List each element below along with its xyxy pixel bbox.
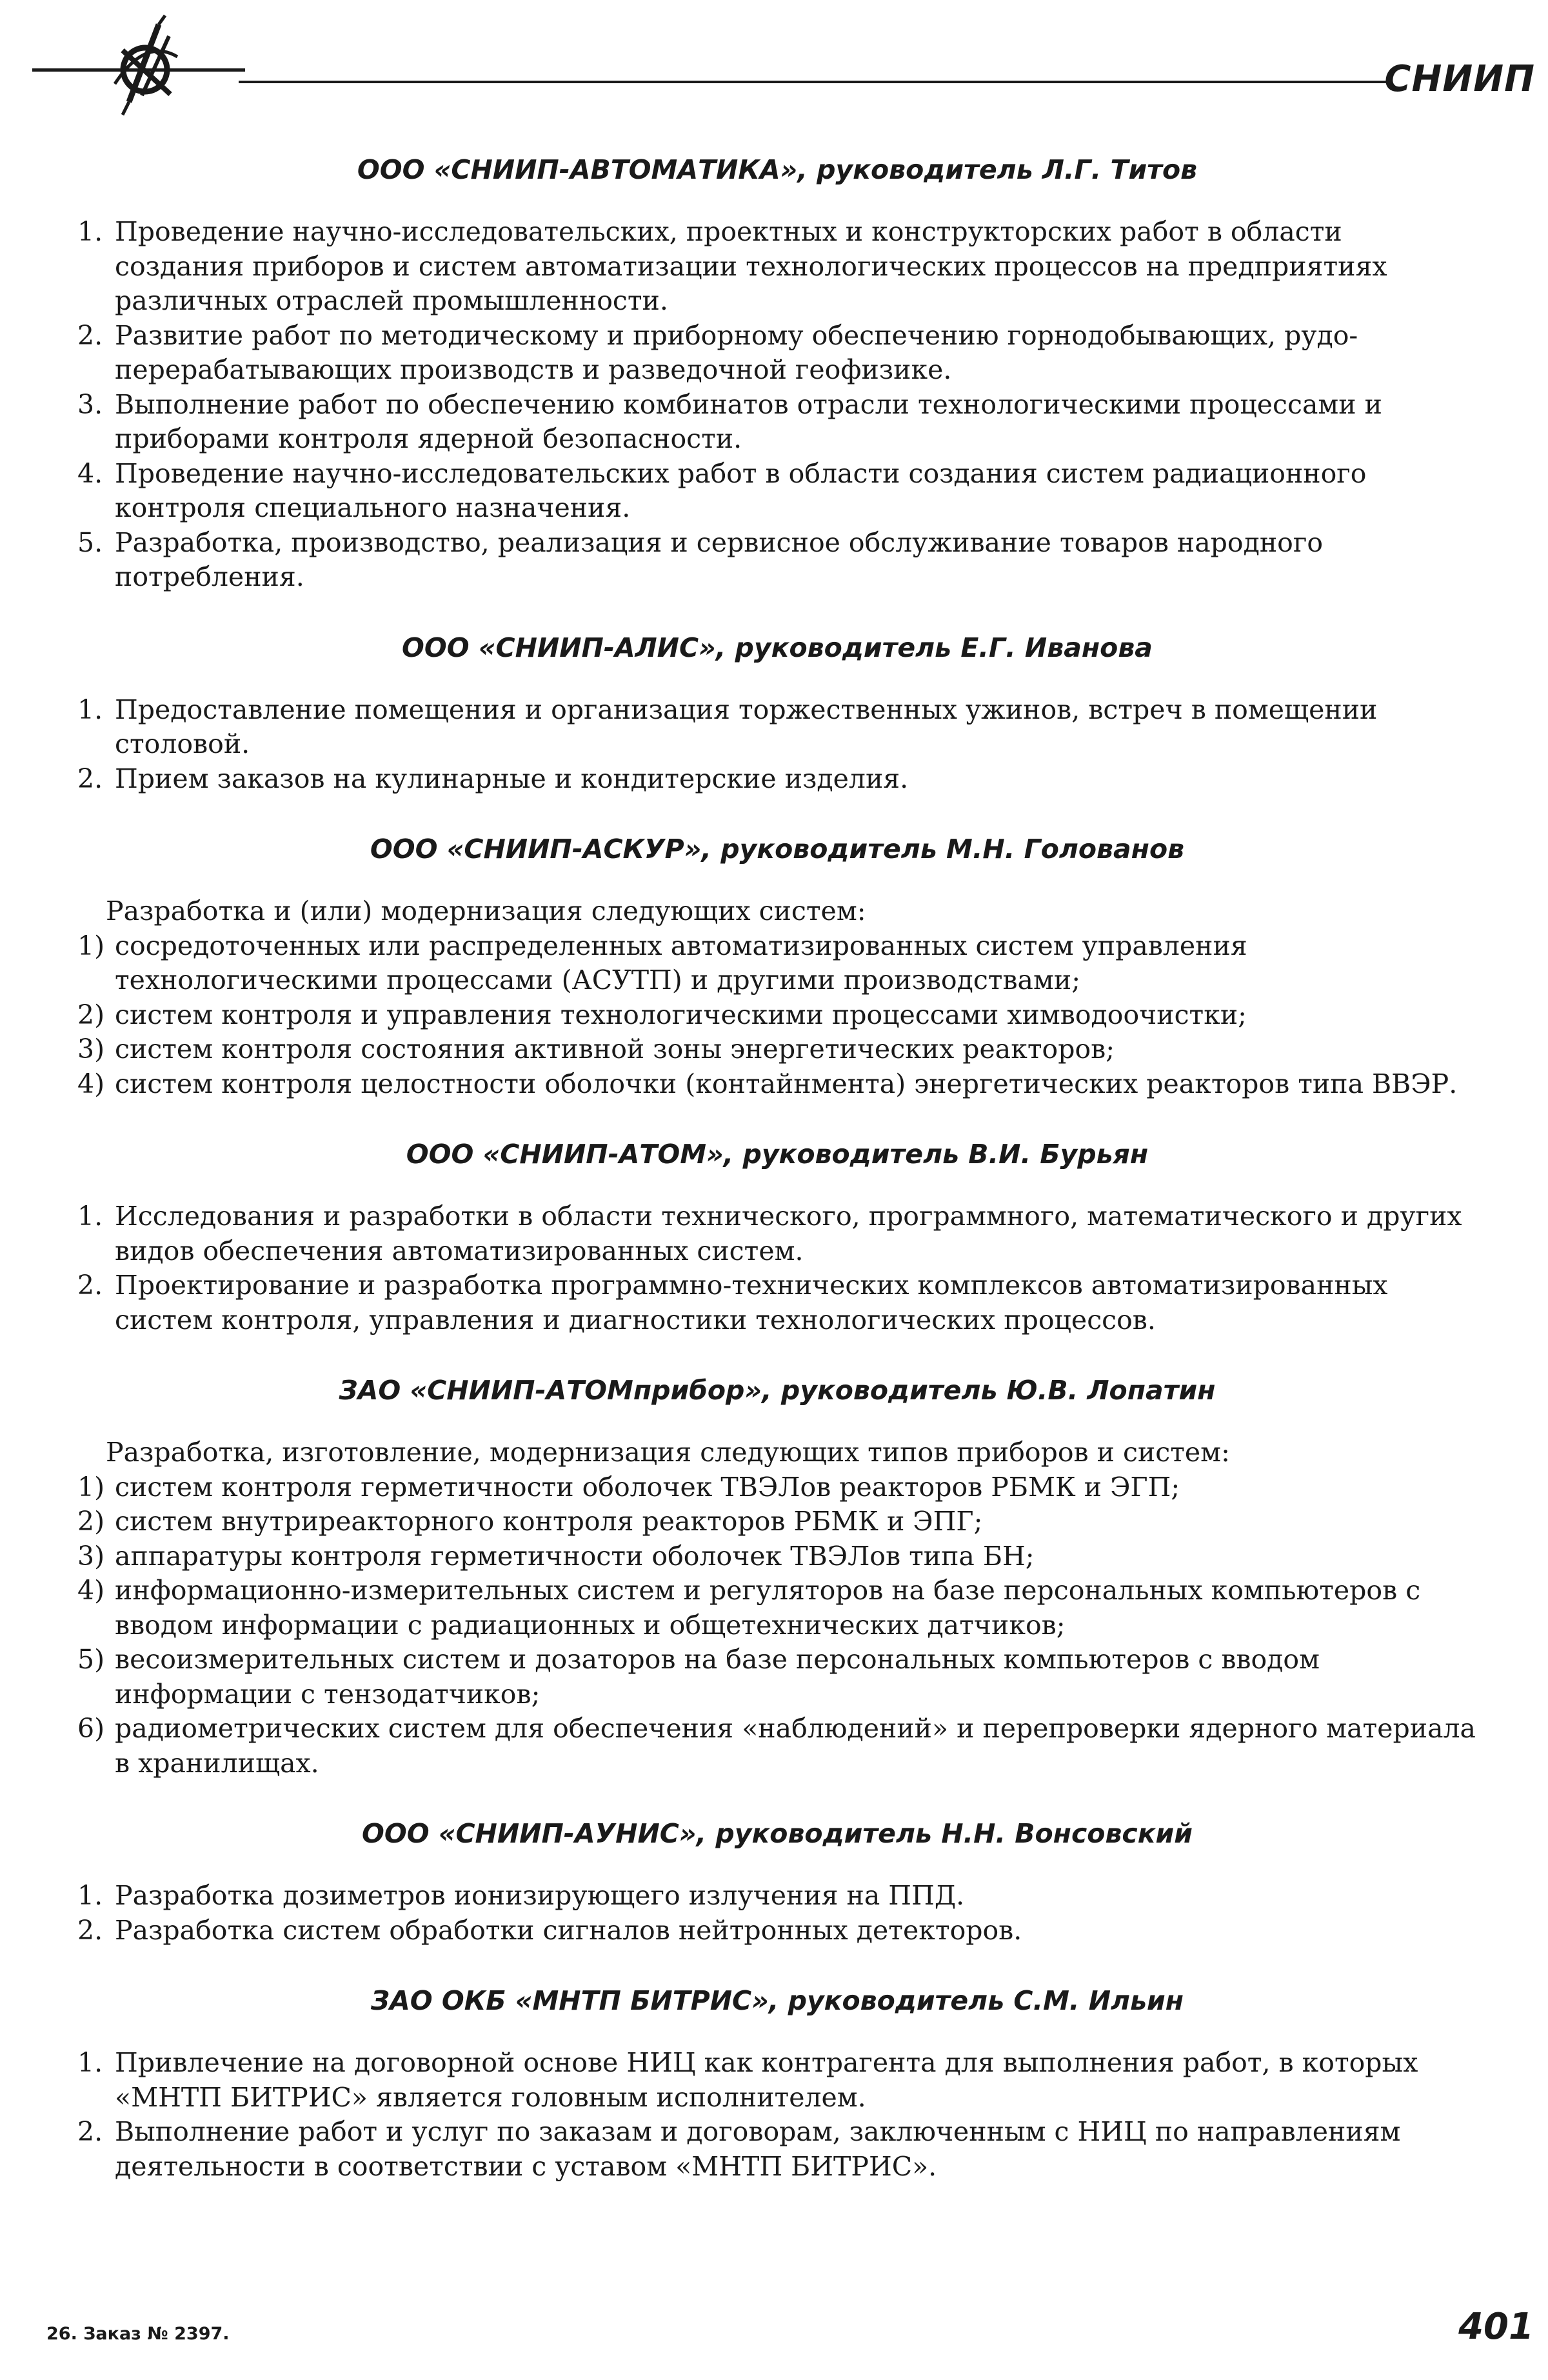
list-item-text: Проведение научно-исследовательских работ в области создания систем радиационного контроля специального назначения. [115,457,1367,523]
list-item-text: радиометрических систем для обеспечения «наблюдений» и перепроверки ядерного материала в хранилищах. [115,1713,1476,1779]
list-item [77,2115,1477,2184]
section-title: ООО «СНИИП-АЛИС», руководитель Е.Г. Иванова [402,632,1153,663]
list-item-number: 1. [77,1201,103,1232]
list-item-text: Исследования и разработки в области технического, программного, математического и других видов обеспечения автоматизированных систем. [115,1201,1462,1266]
section [77,630,1477,797]
section-title: ООО «СНИИП-АВТОМАТИКА», руководитель Л.Г. Титов [357,154,1198,185]
section [77,1983,1477,2184]
list-item-text: систем контроля целостности оболочки (контайнмента) энергетических реакторов типа ВВЭР. [115,1068,1458,1099]
section-intro: Разработка и (или) модернизация следующих систем: [106,895,866,926]
list-item-number: 6) [77,1713,105,1744]
page-number: 401 [1458,2306,1534,2348]
institute-logo-icon [32,12,264,134]
list-item-text: весоизмерительных систем и дозаторов на базе персональных компьютеров с вводом информации с тензодатчиков; [115,1644,1320,1710]
list-item [77,1067,1477,1102]
list-item-number: 2. [77,1270,103,1301]
list-item [77,1879,1477,1914]
list-item-text: информационно-измерительных систем и регуляторов на базе персональных компьютеров с вводом информации с радиационных и общетехнических датчиков; [115,1575,1421,1641]
list-item-number: 2. [77,2116,103,2147]
list-item [77,762,1477,797]
list-item-number: 2) [77,999,105,1030]
section [77,1815,1477,1948]
list-item-number: 1) [77,1471,105,1503]
list-item [77,457,1477,526]
section-title: ООО «СНИИП-АСКУР», руководитель М.Н. Голованов [370,834,1185,865]
list-item [77,2046,1477,2115]
list-item [77,215,1477,319]
list-item-text: Предоставление помещения и организация торжественных ужинов, встреч в помещении столовой. [115,694,1378,759]
item-list [77,2046,1477,2184]
list-item-text: Выполнение работ по обеспечению комбинатов отрасли технологическими процессами и приборами контроля ядерной безопасности. [115,388,1382,454]
list-item-number: 2) [77,1506,105,1537]
list-item [77,1032,1477,1067]
list-item [77,1643,1477,1712]
list-item-text: систем контроля и управления технологическими процессами химводоочистки; [115,999,1247,1030]
section-title: ЗАО «СНИИП-АТОМприбор», руководитель Ю.В. Лопатин [339,1375,1216,1406]
list-item-number: 1) [77,930,105,961]
item-list [77,1470,1477,1781]
list-item [77,1199,1477,1268]
section [77,831,1477,1101]
list-item [77,1712,1477,1781]
list-item [77,1574,1477,1643]
header-title: СНИИП [1384,58,1535,100]
list-item-number: 5. [77,526,103,558]
section [77,152,1477,595]
document-body [77,152,1477,2219]
list-item-number: 3) [77,1540,105,1572]
list-item-text: Привлечение на договорной основе НИЦ как контрагента для выполнения работ, в которых «МНТП БИТРИС» является головным исполнителем. [115,2047,1418,2113]
list-item-number: 1. [77,1880,103,1911]
list-item [77,1539,1477,1574]
section-intro: Разработка, изготовление, модернизация следующих типов приборов и систем: [106,1437,1230,1468]
list-item-text: Проектирование и разработка программно-технических комплексов автоматизированных систем контроля, управления и диагностики технологических процессов. [115,1270,1388,1335]
list-item-text: Проведение научно-исследовательских, проектных и конструкторских работ в области создания приборов и систем автоматизации технологических процессов на предприятиях различных отраслей промышленности. [115,216,1387,316]
header-rule [239,81,1387,83]
section-title: ООО «СНИИП-АУНИС», руководитель Н.Н. Вонсовский [361,1818,1193,1849]
list-item-number: 1. [77,694,103,725]
list-item-text: сосредоточенных или распределенных автоматизированных систем управления технологическими процессами (АСУТП) и другими производствами; [115,930,1247,995]
list-item-text: Прием заказов на кулинарные и кондитерские изделия. [115,763,909,794]
list-item-number: 2. [77,1914,103,1946]
list-item-number: 4) [77,1068,105,1099]
list-item-number: 4. [77,457,103,489]
list-item-text: Разработка дозиметров ионизирующего излучения на ППД. [115,1880,965,1911]
list-item-number: 5) [77,1644,105,1675]
item-list [77,693,1477,797]
list-item-text: систем контроля герметичности оболочек ТВЭЛов реакторов РБМК и ЭГП; [115,1471,1180,1503]
list-item [77,388,1477,457]
list-item [77,929,1477,998]
list-item-text: систем внутриреакторного контроля реакторов РБМК и ЭПГ; [115,1506,983,1537]
list-item-number: 1. [77,216,103,247]
list-item-text: Разработка систем обработки сигналов нейтронных детекторов. [115,1914,1022,1946]
section-title: ООО «СНИИП-АТОМ», руководитель В.И. Бурьян [406,1139,1149,1170]
list-item-text: аппаратуры контроля герметичности оболочек ТВЭЛов типа БН; [115,1540,1035,1572]
list-item-number: 1. [77,2047,103,2078]
page-header [32,12,1535,141]
section-title: ЗАО ОКБ «МНТП БИТРИС», руководитель С.М. Ильин [370,1985,1184,2016]
list-item-text: Разработка, производство, реализация и сервисное обслуживание товаров народного потребления. [115,526,1324,592]
list-item-number: 3) [77,1034,105,1065]
list-item-number: 3. [77,388,103,420]
list-item [77,319,1477,388]
item-list [77,1879,1477,1948]
list-item-text: систем контроля состояния активной зоны энергетических реакторов; [115,1034,1115,1065]
list-item-text: Выполнение работ и услуг по заказам и договорам, заключенным с НИЦ по направлениям деятельности в соответствии с уставом «МНТП БИТРИС». [115,2116,1401,2182]
list-item-number: 4) [77,1575,105,1606]
item-list [77,929,1477,1102]
section [77,1372,1477,1781]
list-item [77,998,1477,1033]
section [77,1136,1477,1337]
list-item [77,1470,1477,1505]
item-list [77,1199,1477,1337]
list-item [77,526,1477,595]
list-item [77,1505,1477,1539]
list-item-number: 2. [77,763,103,794]
list-item [77,693,1477,762]
list-item-text: Развитие работ по методическому и приборному обеспечению горнодобывающих, рудо-перерабатывающих производств и разведочной геофизике. [115,319,1358,385]
list-item [77,1914,1477,1948]
list-item-number: 2. [77,319,103,351]
footer-order-note: 26. Заказ № 2397. [46,2324,230,2344]
item-list [77,215,1477,595]
list-item [77,1268,1477,1337]
